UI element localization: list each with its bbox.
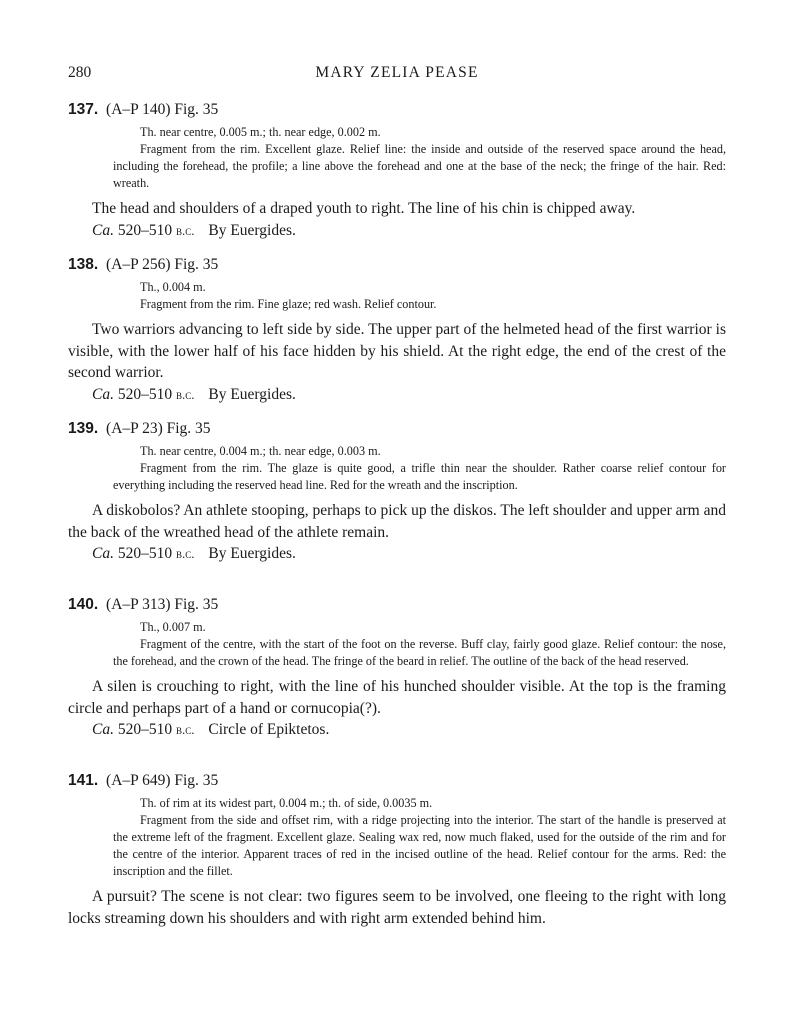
entry-description: A pursuit? The scene is not clear: two figures seem to be involved, one fleeing to the right with long locks streaming down his shoulders and with right arm extended behind him. — [68, 888, 726, 927]
entry-measurements: Th., 0.004 m. — [140, 280, 206, 294]
entry-heading — [68, 99, 726, 121]
entry-date-attribution — [92, 719, 726, 741]
entry-description: Two warriors advancing to left side by side. The upper part of the helmeted head of the first warrior is visible, with the lower half of his face hidden by his shield. At the right edge, the end of the crest of the second warrior. — [68, 321, 726, 381]
entry-date-attribution — [92, 220, 726, 242]
catalogue-entry-138 — [68, 254, 726, 405]
entry-number: 139. — [68, 420, 99, 437]
entry-number: 141. — [68, 772, 99, 789]
entry-technical-notes: Fragment from the rim. The glaze is quite good, a trifle thin near the shoulder. Rather coarse relief contour for everything including the reserved head line. Red for the wreath and the inscription. — [113, 461, 726, 492]
entry-technical-notes: Fragment from the side and offset rim, with a ridge projecting into the interior. The start of the handle is preserved at the extreme left of the fragment. Excellent glaze. Sealing wax red, now much flaked, used for the outside of the rim and for the centre of the interior. Apparent traces of red in the incised outline of the head. Relief contour for the arms. Red: the inscription and the fillet. — [113, 813, 726, 878]
entry-heading — [68, 254, 726, 276]
date-prefix: Ca. — [92, 221, 114, 239]
entry-reference: (A–P 256) Fig. 35 — [106, 256, 219, 273]
entry-measurements: Th. of rim at its widest part, 0.004 m.; th. of side, 0.0035 m. — [140, 796, 433, 810]
date-range: 520–510 — [117, 385, 173, 403]
catalogue-entry-139 — [68, 418, 726, 565]
date-era: b.c. — [175, 722, 195, 737]
attribution: By Euergides. — [208, 221, 296, 239]
entry-heading — [68, 418, 726, 440]
entry-reference: (A–P 23) Fig. 35 — [106, 420, 211, 437]
catalogue-entry-141 — [68, 770, 726, 929]
entry-heading — [68, 770, 726, 792]
date-prefix: Ca. — [92, 721, 114, 738]
entry-heading — [68, 594, 726, 616]
entry-date-attribution — [92, 543, 726, 565]
date-range: 520–510 — [117, 721, 173, 738]
date-range: 520–510 — [117, 545, 173, 562]
entry-reference: (A–P 649) Fig. 35 — [106, 772, 219, 789]
entry-number: 137. — [68, 101, 99, 118]
catalogue-entry-140 — [68, 594, 726, 741]
page-header — [68, 64, 726, 86]
entry-measurements: Th. near centre, 0.005 m.; th. near edge, 0.002 m. — [140, 125, 381, 139]
date-range: 520–510 — [117, 221, 173, 239]
date-era: b.c. — [175, 386, 195, 402]
entry-technical-notes: Fragment of the centre, with the start of the foot on the reverse. Buff clay, fairly good glaze. Relief contour: the nose, the forehead, and the crown of the head. The fringe of the beard in relief. The outline of the back of the head reserved. — [113, 637, 726, 668]
entry-technical-notes: Fragment from the rim. Fine glaze; red wash. Relief contour. — [140, 297, 437, 311]
attribution: By Euergides. — [208, 545, 296, 562]
date-era: b.c. — [175, 222, 195, 238]
date-era: b.c. — [175, 546, 195, 561]
entry-reference: (A–P 140) Fig. 35 — [106, 101, 219, 118]
entry-measurements: Th. near centre, 0.004 m.; th. near edge, 0.003 m. — [140, 444, 381, 458]
entry-description: A diskobolos? An athlete stooping, perhaps to pick up the diskos. The left shoulder and upper arm and the back of the wreathed head of the athlete remain. — [68, 502, 726, 541]
page-number: 280 — [68, 64, 92, 81]
entry-measurements: Th., 0.007 m. — [140, 620, 206, 634]
entry-technical-notes: Fragment from the rim. Excellent glaze. Relief line: the inside and outside of the reserved space around the head, including the forehead, the profile; a line above the forehead and one at the base of the neck; the fringe of the hair. Red: wreath. — [113, 142, 726, 190]
running-head: MARY ZELIA PEASE — [315, 64, 479, 81]
attribution: Circle of Epiktetos. — [208, 721, 330, 738]
attribution: By Euergides. — [208, 385, 296, 403]
catalogue-entry-137 — [68, 99, 726, 241]
entry-number: 140. — [68, 596, 99, 613]
entry-date-attribution — [92, 384, 726, 406]
date-prefix: Ca. — [92, 545, 114, 562]
entry-description: The head and shoulders of a draped youth to right. The line of his chin is chipped away. — [92, 200, 636, 217]
entry-description: A silen is crouching to right, with the line of his hunched shoulder visible. At the top is the framing circle and perhaps part of a hand or cornucopia(?). — [68, 678, 726, 717]
entry-number: 138. — [68, 256, 99, 273]
date-prefix: Ca. — [92, 385, 114, 403]
entry-reference: (A–P 313) Fig. 35 — [106, 596, 219, 613]
